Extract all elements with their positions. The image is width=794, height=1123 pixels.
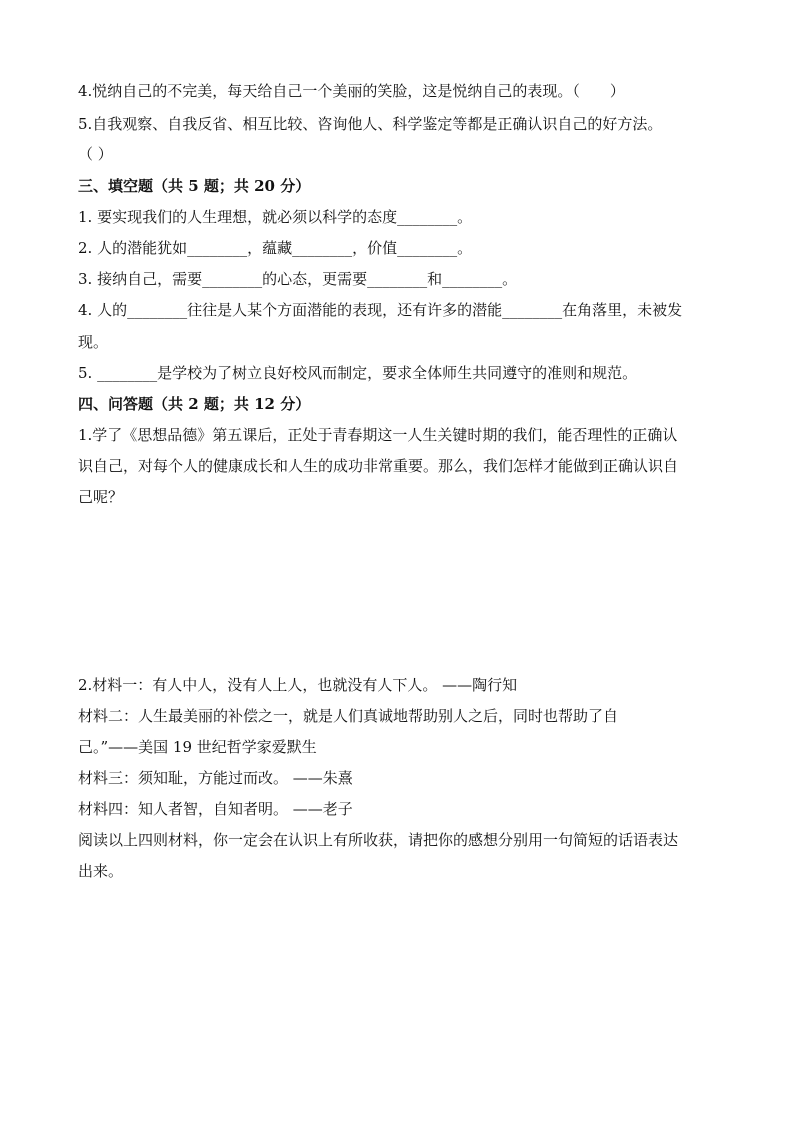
section-heading-fill: 三、填空题（共 5 题；共 20 分）: [78, 177, 311, 195]
fill-question-3: 3. 接纳自己，需要________的心态，更需要________和________。: [78, 270, 518, 288]
fill-question-1: 1. 要实现我们的人生理想，就必须以科学的态度________。: [78, 208, 473, 226]
judge-question-4: 4.悦纳自己的不完美，每天给自己一个美丽的笑脸，这是悦纳自己的表现。（ ）: [78, 82, 625, 100]
judge-question-5-bracket: （ ）: [78, 145, 113, 163]
judge-question-5: 5.自我观察、自我反省、相互比较、咨询他人、科学鉴定等都是正确认识自己的好方法。: [78, 115, 663, 133]
qa-question-1-line-3: 己呢？: [78, 488, 124, 506]
section-heading-qa: 四、问答题（共 2 题；共 12 分）: [78, 395, 311, 413]
fill-question-5: 5. ________是学校为了树立良好校风而制定，要求全体师生共同遵守的准则和规范。: [78, 364, 638, 382]
qa-question-2-material-2-cont: 己。”——美国 19 世纪哲学家爱默生: [78, 738, 317, 756]
qa-question-1-line-2: 识自己，对每个人的健康成长和人生的成功非常重要。那么，我们怎样才能做到正确认识自: [78, 457, 679, 475]
qa-question-2-prompt: 阅读以上四则材料，你一定会在认识上有所收获，请把你的感想分别用一句简短的话语表达: [78, 831, 679, 849]
fill-question-2: 2. 人的潜能犹如________，蕴藏________，价值________。: [78, 239, 473, 257]
qa-question-2-prompt-cont: 出来。: [78, 862, 124, 880]
qa-question-2-material-2: 材料二：人生最美丽的补偿之一，就是人们真诚地帮助别人之后，同时也帮助了自: [78, 707, 619, 725]
qa-question-2-material-4: 材料四：知人者智，自知者明。 ——老子: [78, 800, 353, 818]
fill-question-4: 4. 人的________往往是人某个方面潜能的表现，还有许多的潜能________在角落里，未被发: [78, 301, 683, 319]
fill-question-4-cont: 现。: [78, 333, 109, 351]
qa-question-2-material-1: 2.材料一：有人中人，没有人上人，也就没有人下人。 ——陶行知: [78, 676, 518, 694]
qa-question-1-line-1: 1.学了《思想品德》第五课后，正处于青春期这一人生关键时期的我们，能否理性的正确认: [78, 426, 678, 444]
qa-question-2-material-3: 材料三：须知耻，方能过而改。 ——朱熹: [78, 769, 353, 787]
